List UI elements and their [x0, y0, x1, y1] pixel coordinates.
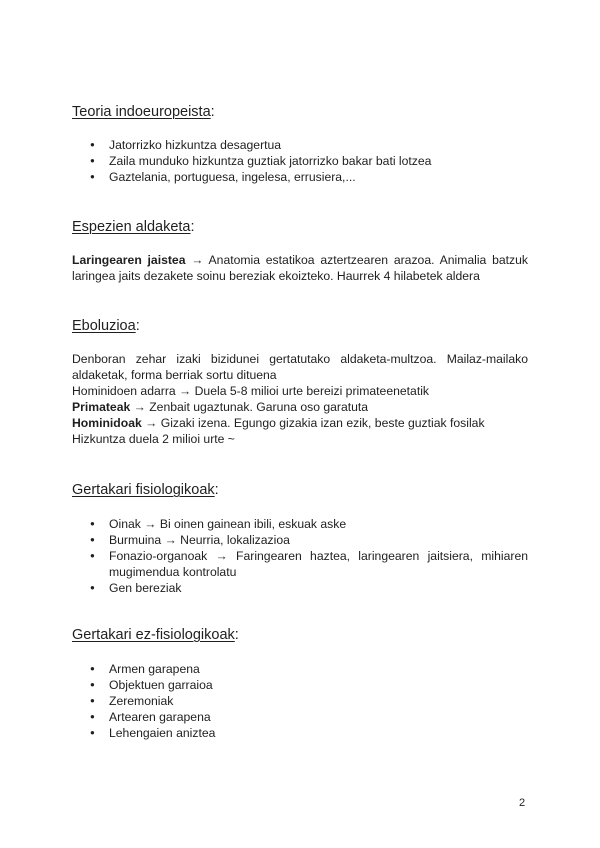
term-oinak: Oinak — [109, 517, 141, 531]
item-text: Faringearen haztea, laringearen jaitsiera, mihiaren mugimendua kontrolatu — [109, 549, 528, 579]
term-hominidoen-adarra: Hominidoen adarra — [72, 384, 176, 398]
arrow: → — [191, 253, 204, 267]
term-primateak: Primateak — [72, 400, 131, 414]
item-text: Neurria, lokalizazioa — [180, 533, 290, 547]
term-hominidoak: Hominidoak — [72, 416, 142, 430]
heading-evolution: Eboluzioa: — [72, 318, 140, 334]
arrow: → — [179, 384, 192, 398]
heading-indoeuropean-text: Teoria indoeuropeista — [72, 104, 211, 120]
term-laringearen-jaistea: Laringearen jaistea — [72, 253, 186, 267]
page-number: 2 — [519, 797, 526, 809]
term-burmuina: Burmuina — [109, 533, 162, 547]
list-indoeuropean — [72, 137, 528, 185]
species-text: Anatomia estatikoa aztertzearen arazoa. Animalia batzuk laringea jaits dezakete soinu bereziak ekoizteko. Haurrek 4 hilabetek aldera — [72, 253, 528, 283]
list-item: ● Zeremoniak — [72, 693, 528, 709]
heading-physiological-text: Gertakari fisiologikoak — [72, 482, 215, 498]
list-physiological — [72, 516, 528, 596]
term-fonazio-organoak: Fonazio-organoak — [109, 549, 208, 563]
evolution-line-4: Hizkuntza duela 2 milioi urte ~ — [72, 432, 235, 446]
list-item: ● Gen bereziak — [72, 580, 528, 596]
arrow: → — [215, 549, 228, 563]
heading-nonphysiological-text: Gertakari ez-fisiologikoak — [72, 627, 235, 643]
heading-nonphysiological: Gertakari ez-fisiologikoak: — [72, 627, 239, 643]
list-item — [72, 548, 528, 580]
heading-species: Espezien aldaketa: — [72, 219, 195, 235]
list-nonphysiological — [72, 661, 528, 741]
arrow: → — [144, 517, 157, 531]
list-item: ● Armen garapena — [72, 661, 528, 677]
paragraph-evolution-intro: Denboran zehar izaki bizidunei gertatutako aldaketa-multzoa. Mailaz-mailako aldaketak, forma berriak sortu dituena — [72, 352, 528, 382]
heading-physiological: Gertakari fisiologikoak: — [72, 482, 219, 498]
evolution-line-3 — [72, 415, 528, 431]
heading-evolution-text: Eboluzioa — [72, 318, 136, 334]
list-item: ● Objektuen garraioa — [72, 677, 528, 693]
line1-text: Duela 5-8 milioi urte bereizi primateenetatik — [194, 384, 430, 398]
arrow: → — [164, 533, 177, 547]
evolution-lines — [72, 383, 528, 447]
list-item: ● Lehengaien aniztea — [72, 725, 528, 741]
heading-species-text: Espezien aldaketa — [72, 219, 191, 235]
list-item: ● Jatorrizko hizkuntza desagertua — [72, 137, 528, 153]
item-text: Bi oinen gainean ibili, eskuak aske — [159, 517, 347, 531]
list-item: ● Artearen garapena — [72, 709, 528, 725]
line3-text: Gizaki izena. Egungo gizakia izan ezik, beste guztiak fosilak — [160, 416, 485, 430]
line2-text: Zenbait ugaztunak. Garuna oso garatuta — [149, 400, 369, 414]
paragraph-species — [72, 252, 528, 284]
list-item — [72, 532, 528, 548]
heading-indoeuropean: Teoria indoeuropeista: — [72, 104, 215, 120]
evolution-line-2 — [72, 399, 528, 415]
list-item: ● Gaztelania, portuguesa, ingelesa, errusiera,... — [72, 169, 528, 185]
arrow: → — [133, 400, 146, 414]
list-item: ● Zaila munduko hizkuntza guztiak jatorrizko bakar bati lotzea — [72, 153, 528, 169]
evolution-line-1 — [72, 383, 528, 399]
list-item — [72, 516, 528, 532]
arrow: → — [145, 416, 158, 430]
